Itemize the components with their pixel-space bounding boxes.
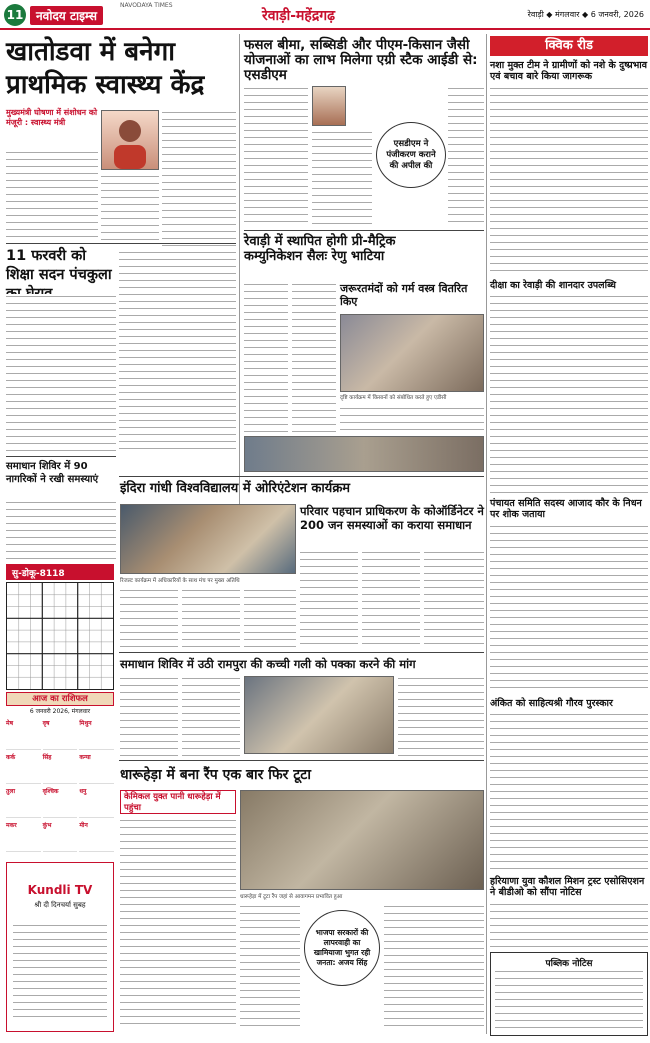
sudoku-title: सु-डोकू-8118 (6, 564, 114, 580)
page-number: 11 (4, 4, 26, 26)
story-9-headline-box (120, 654, 484, 674)
story-10-bubble (304, 910, 380, 986)
story-2-headline: 11 फरवरी को शिक्षा सदन पंचकुला (6, 248, 112, 283)
column-rule (239, 34, 240, 524)
story-1-text (101, 174, 159, 240)
story-6-text (340, 406, 484, 432)
rampura-camp-photo (244, 676, 394, 754)
horoscope-sign: मकर (6, 820, 41, 852)
paper-name: नवोदय टाइम्स (30, 6, 103, 25)
horoscope-grid (6, 718, 114, 858)
sidebar-text (490, 712, 648, 872)
story-4-headline: फसल बीमा, सब्सिडी और पीएम-किसान जैसी योजनाओं का लाभ मिलेगा एग्री स्टैक आईडी से: एसडीएम (244, 37, 478, 83)
orientation-photo (120, 504, 296, 574)
ad-tagline: श्री दी दिनचर्या सुबह (34, 901, 86, 909)
story-10-kicker: केमिकल युक्त पानी धारूहेड़ा में पहुंचा (120, 790, 236, 814)
story-1-text (6, 150, 98, 240)
paper-tag: NAVODAYA TIMES (120, 2, 173, 9)
sudoku-grid[interactable] (6, 582, 114, 690)
sidebar-text (490, 294, 648, 494)
story-10-headline-box (120, 762, 484, 788)
story-1-headline: खातोडवा में बनेगा प्राथमिक स्वास्थ्य केंद्र (6, 37, 205, 100)
horoscope-sign: मेष (6, 718, 41, 750)
story-1-headline-box (6, 36, 236, 104)
story-4-bubble (376, 122, 446, 188)
sidebar-item-2: दीक्षा का रेवाड़ी की शानदार उपलब्धि (490, 280, 616, 291)
story-9-text (398, 676, 484, 756)
story-8-text (424, 550, 484, 650)
story-10-text (240, 904, 300, 1028)
horoscope-sign: मीन (79, 820, 114, 852)
sidebar-item-5: हरियाणा युवा कौशल मिशन ट्रस्ट एसोसिएशन ने बीडीओ को सौंपा नोटिस (490, 876, 645, 898)
story-8-text (300, 550, 358, 650)
ad-brand: Kundli TV (27, 883, 93, 897)
story-4-text (244, 86, 308, 226)
column-rule (486, 34, 487, 1034)
divider (6, 243, 236, 244)
sidebar-text (490, 524, 648, 694)
public-notice-title: पब्लिक नोटिस (545, 959, 593, 969)
story-8-text (362, 550, 420, 650)
horoscope-date: 6 जनवरी 2026, मंगलवार (29, 708, 91, 715)
story-6-headline-box (340, 282, 484, 312)
story-7-text (120, 588, 178, 648)
horoscope-sign: कुंभ (43, 820, 78, 852)
caption-3: रिजल्ट कार्यक्रम में अधिकारियों के साथ मंच पर मुख्य अतिथि (120, 578, 240, 584)
public-notice-text (495, 969, 643, 1031)
caption-2: दृष्टि कार्यक्रम में किसानों को संबोधित करते हुए एडीसी (340, 395, 447, 401)
story-3-text (6, 500, 116, 560)
story-10-text (120, 818, 236, 1028)
story-4-text (448, 86, 484, 226)
story-5-text (292, 282, 336, 432)
horoscope-title: आज का राशिफल (6, 692, 114, 706)
story-8-headline: परिवार पहचान प्राधिकरण के कोऑर्डिनेटर ने 200 जन समस्याओं का कराया समाधान (300, 504, 484, 532)
story-8-headline-box (300, 504, 484, 548)
sidebar-text (490, 86, 648, 276)
sdm-photo (312, 86, 346, 126)
horoscope-sign: कर्क (6, 752, 41, 784)
story-4-headline-box (244, 38, 482, 82)
caption-5: धारूहेड़ा में टूटा रैंप जहां से आवागमन प्रभावित हुआ (240, 894, 343, 900)
section-title: रेवाड़ी-महेंद्रगढ़ (262, 8, 336, 24)
divider (6, 456, 116, 457)
divider (119, 476, 484, 477)
horoscope-sign: वृश्चिक (43, 786, 78, 818)
story-1-subhead: मुख्यमंत्री घोषणा में संशोधन को मंजूरी : स्वास्थ्य मंत्री (6, 108, 98, 127)
story-3-headline: समाधान शिविर में 90 नागरिकों ने रखी समस्याएं (6, 461, 99, 485)
story-5-text (244, 282, 288, 432)
clothes-distribution-photo (340, 314, 484, 392)
sidebar-item-1: नशा मुक्त टीम ने ग्रामीणों को नशे के दुष्प्रभाव एवं बचाव बारे किया जागरूक (490, 60, 648, 82)
story-5-photo (244, 436, 484, 472)
public-notice (490, 952, 648, 1036)
divider (244, 230, 484, 231)
horoscope-sign: वृष (43, 718, 78, 750)
horoscope-sign: धनु (79, 786, 114, 818)
sidebar-text (490, 902, 648, 948)
story-7-text (244, 588, 296, 648)
story-4-bubble-text: एसडीएम ने पंजीकरण कराने की अपील की (386, 138, 436, 171)
ad-text (13, 923, 107, 1023)
story-2-headline-box (6, 247, 116, 291)
story-1-text (162, 110, 236, 250)
story-4-text (312, 130, 372, 226)
story-2-text (119, 250, 236, 450)
story-7-headline: इंदिरा गांधी विश्वविद्यालय में ओरिएंटेशन कार्यक्रम (120, 481, 351, 496)
sidebar-item-3: पंचायत समिति सदस्य आजाद कौर के निधन पर शोक जताया (490, 498, 642, 520)
story-10-bubble-text: भाजपा सरकारों की लापरवाही का खामियाजा भुगत रही जनता: अजय सिंह (313, 928, 371, 967)
story-3-headline-box (6, 460, 116, 498)
dateline: रेवाड़ी ◆ मंगलवार ◆ 6 जनवरी, 2026 (527, 10, 644, 19)
story-9-text (120, 676, 178, 756)
story-9-text (182, 676, 240, 756)
divider (119, 652, 484, 653)
story-10-headline: धारूहेड़ा में बना रैंप एक बार फिर टूटा (120, 767, 311, 783)
minister-photo (101, 110, 159, 170)
masthead (0, 0, 650, 30)
broken-ramp-photo (240, 790, 484, 890)
horoscope-sign: तुला (6, 786, 41, 818)
kundli-ad[interactable] (6, 862, 114, 1032)
story-5-headline-box (244, 234, 434, 276)
story-9-headline: समाधान शिविर में उठी रामपुरा की कच्ची गली को पक्का करने की मांग (120, 657, 416, 671)
story-7-text (182, 588, 240, 648)
story-5-headline: रेवाड़ी में स्थापित होगी प्री-मैट्रिक कम्युनिकेशन सैलः रेणु भाटिया (244, 234, 396, 264)
divider (119, 760, 484, 761)
horoscope-sign: कन्या (79, 752, 114, 784)
sidebar-title: क्विक रीड (490, 36, 648, 56)
horoscope-sign: सिंह (43, 752, 78, 784)
sidebar-item-4: अंकित को साहित्यश्री गौरव पुरस्कार (490, 698, 613, 709)
horoscope-sign: मिथुन (79, 718, 114, 750)
story-10-text (384, 904, 484, 1028)
story-6-headline: जरूरतमंदों को गर्म वस्त्र वितरित किए (340, 282, 468, 308)
story-2-text (6, 294, 116, 454)
story-7-headline-box (120, 478, 420, 502)
